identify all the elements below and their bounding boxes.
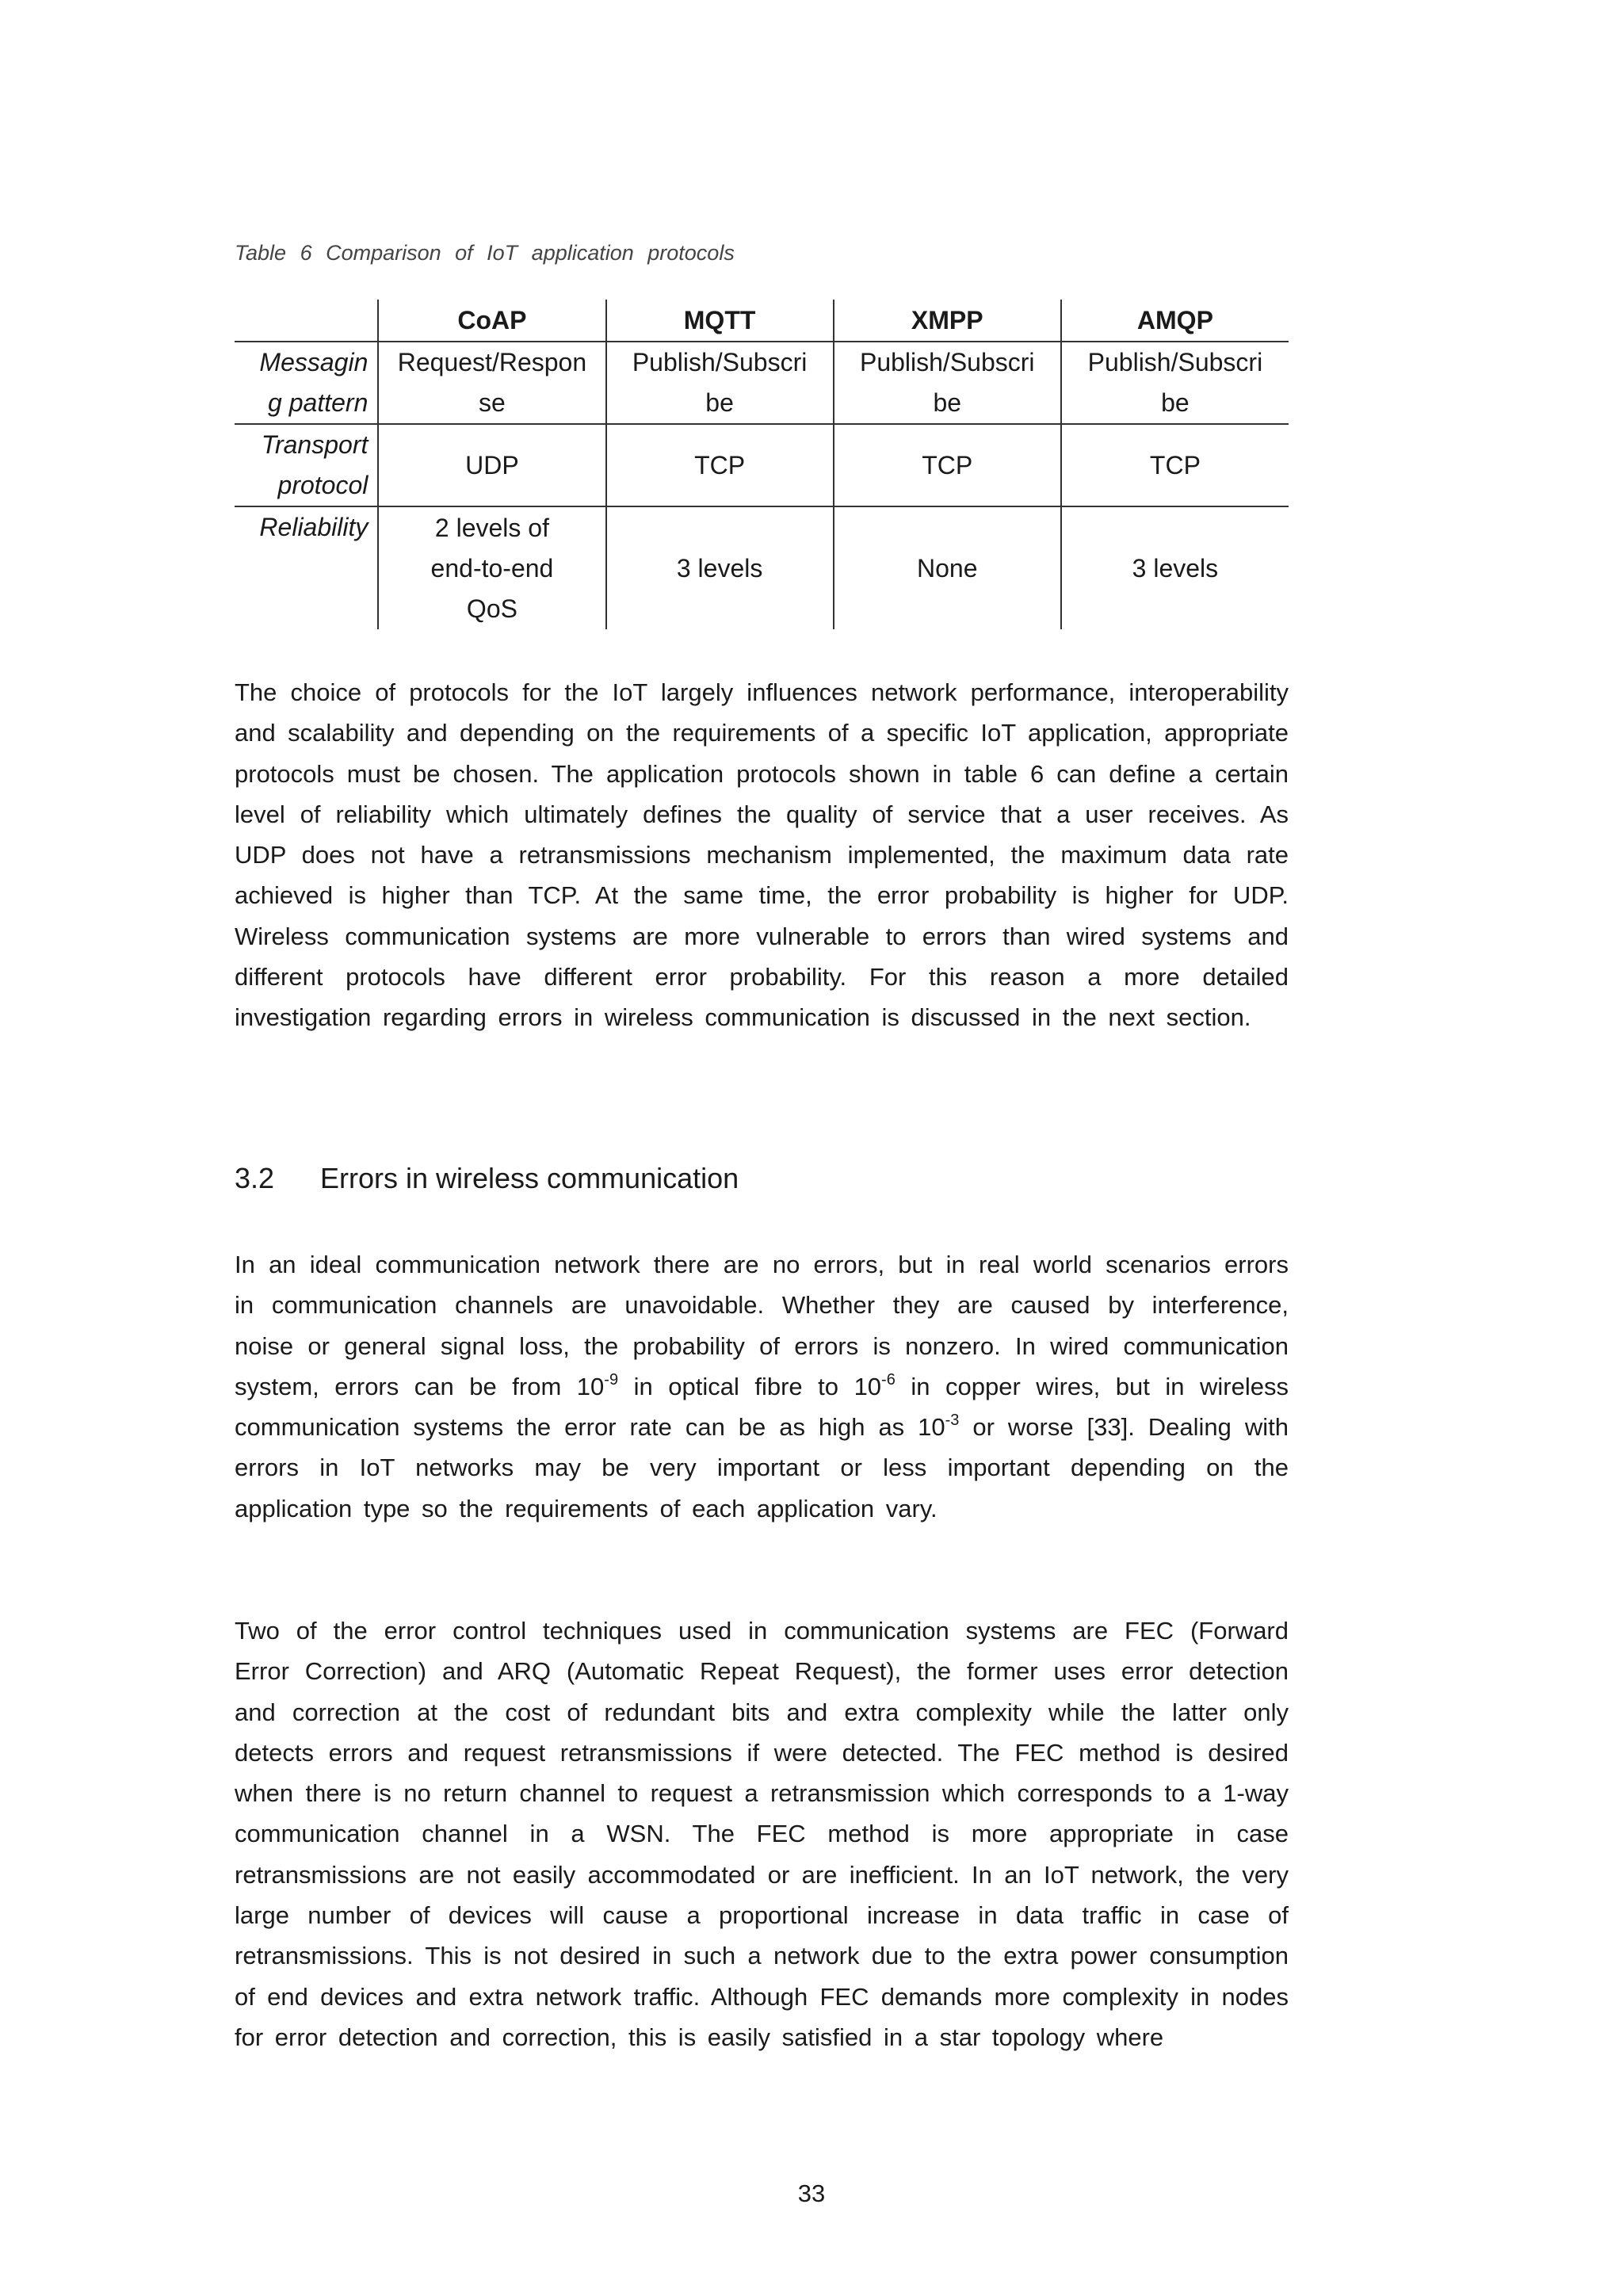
row-label-line: Messagin (259, 348, 369, 376)
table-header-row (235, 300, 1289, 342)
row-label-messaging-pattern (235, 342, 378, 424)
table-cell (606, 342, 834, 424)
cell-line: 2 levels of (434, 513, 549, 542)
table-header-empty (235, 300, 378, 342)
power-base: 10 (576, 1372, 605, 1400)
body-paragraph-error-control: Two of the error control techniques used in communication systems are FEC (Forward Error Correction) and ARQ (Automatic Repeat Request), the former uses error detection and correction at the cost of redundant bits and extra complexity while the latter only detects errors and request retransmissions if were detected. The FEC method is desired when there is no return channel to request a retransmission which corresponds to a 1-way communication channel in a WSN. The FEC method is more appropriate in case retransmissions are not easily accommodated or are inefficient. In an IoT network, the very large number of devices will cause a proportional increase in data traffic in case of retransmissions. This is not desired in such a network due to the extra power consumption of end devices and extra network traffic. Although FEC demands more complexity in nodes for error detection and correction, this is easily satisfied in a star topology where (235, 1617, 1289, 2051)
cell-line: be (933, 388, 962, 417)
cell-line: Publish/Subscri (859, 348, 1035, 376)
table-header-xmpp: XMPP (834, 300, 1061, 342)
table-row (235, 424, 1289, 506)
table-row (235, 342, 1289, 424)
text-run: In an ideal communication network there are no errors, but in real world scenarios errors in communication channels are unavoidable. Whether they are caused by interference, noise or general signal loss, the probability of errors is nonzero. In wired communication system, errors can be from (235, 1251, 1289, 1400)
body-paragraph-error-rates (235, 1244, 1289, 1529)
cell-line: QoS (466, 594, 517, 623)
power-exponent: -9 (604, 1370, 619, 1389)
table-cell: UDP (378, 424, 605, 506)
table-cell (1061, 342, 1289, 424)
table-caption: Table 6 Comparison of IoT application protocols (235, 241, 735, 265)
row-label-line: protocol (277, 471, 369, 499)
table-cell: None (834, 506, 1061, 629)
row-label-transport-protocol (235, 424, 378, 506)
table-cell (834, 342, 1061, 424)
page-number: 33 (797, 2179, 826, 2207)
table-cell: 3 levels (606, 506, 834, 629)
cell-line: end-to-end (430, 553, 554, 583)
cell-line: se (479, 388, 506, 417)
table-cell (378, 506, 605, 629)
power-exponent: -6 (881, 1370, 896, 1389)
power-base: 10 (918, 1413, 945, 1442)
table-row (235, 506, 1289, 629)
cell-line: Publish/Subscri (632, 348, 808, 376)
section-title: Errors in wireless communication (320, 1162, 739, 1194)
text-run: in optical fibre to (618, 1372, 854, 1400)
power-base: 10 (854, 1372, 882, 1400)
table-cell: TCP (1061, 424, 1289, 506)
row-label-reliability: Reliability (259, 513, 369, 541)
table-cell: 3 levels (1061, 506, 1289, 629)
table-header-amqp: AMQP (1061, 300, 1289, 342)
table-header-coap: CoAP (378, 300, 605, 342)
section-number: 3.2 (235, 1162, 275, 1194)
table-header-mqtt: MQTT (606, 300, 834, 342)
section-heading (235, 1162, 739, 1195)
cell-line: Request/Respon (397, 348, 587, 376)
protocol-comparison-table (235, 300, 1289, 629)
cell-line: Publish/Subscri (1087, 348, 1263, 376)
body-paragraph-protocol-choice: The choice of protocols for the IoT largely influences network performance, interoperability and scalability and depending on the requirements of a specific IoT application, appropriate protocols must be chosen. The application protocols shown in table 6 can define a certain level of reliability which ultimately defines the quality of service that a user receives. As UDP does not have a retransmissions mechanism implemented, the maximum data rate achieved is higher than TCP. At the same time, the error probability is higher for UDP. Wireless communication systems are more vulnerable to errors than wired systems and different protocols have different error probability. For this reason a more detailed investigation regarding errors in wireless communication is discussed in the next section. (235, 678, 1289, 1032)
text-run: in copper wires, but in wireless communication systems the error rate can be as high as (235, 1372, 1289, 1442)
cell-line: be (1161, 388, 1190, 417)
text-run: or worse [33]. Dealing with errors in IoT networks may be very important or less important depending on the application type so the requirements of each application vary. (235, 1413, 1289, 1522)
row-label-line: Transport (261, 430, 369, 459)
table-cell: TCP (834, 424, 1061, 506)
table-cell (378, 342, 605, 424)
table-cell: TCP (606, 424, 834, 506)
row-label-line: g pattern (268, 388, 369, 417)
power-exponent: -3 (945, 1412, 960, 1430)
cell-line: be (705, 388, 734, 417)
